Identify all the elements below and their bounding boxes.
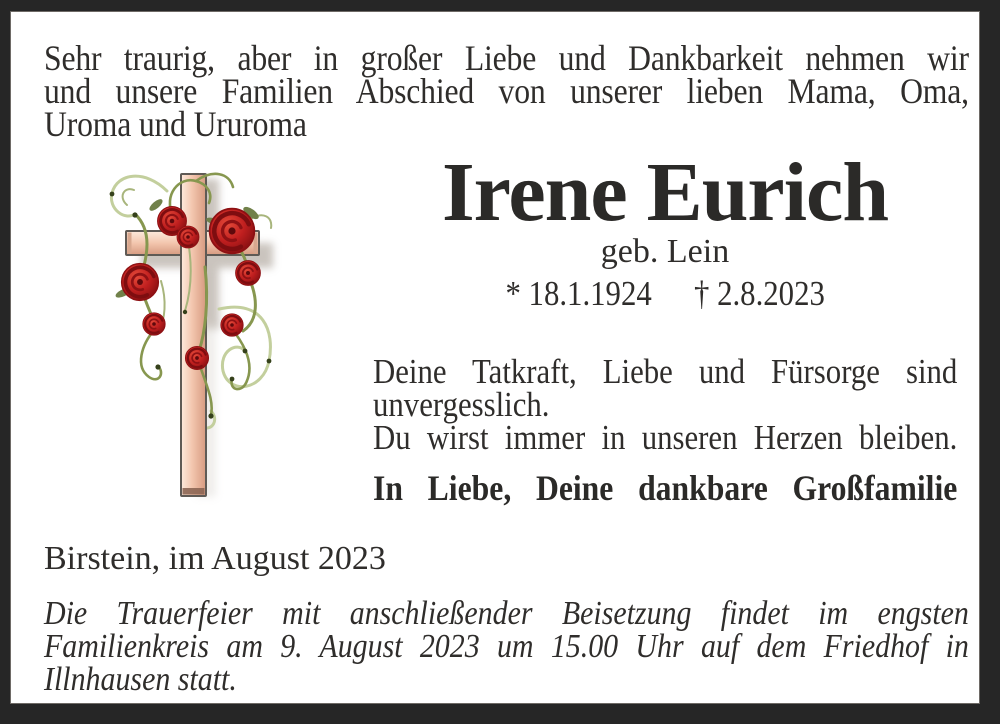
life-dates xyxy=(373,275,957,313)
funeral-line: Illnhausen statt. xyxy=(44,661,237,698)
cross-with-roses-illustration xyxy=(101,161,321,511)
funeral-line: Die Trauerfeier mit anschließender Beisetzung findet im engsten xyxy=(44,595,969,632)
death-date: † 2.8.2023 xyxy=(693,274,825,313)
funeral-line: Familienkreis am 9. August 2023 um 15.00 Uhr auf dem Friedhof in xyxy=(44,628,969,665)
maiden-name: geb. Lein xyxy=(600,233,730,270)
intro-line: Sehr traurig, aber in großer Liebe und Dankbarkeit nehmen wir xyxy=(44,38,969,78)
tribute-line: unvergesslich. xyxy=(373,385,550,424)
tribute-paragraph xyxy=(373,352,958,457)
deceased-name: Irene Eurich xyxy=(441,146,889,239)
place-dateline: Birstein, im August 2023 xyxy=(44,540,386,577)
tribute-line: Du wirst immer in unseren Herzen bleiben. xyxy=(373,418,958,457)
birth-date: * 18.1.1924 xyxy=(505,274,652,313)
tribute-line: Deine Tatkraft, Liebe und Fürsorge sind xyxy=(373,352,958,391)
intro-paragraph xyxy=(44,38,969,144)
obituary-notice xyxy=(10,11,980,704)
intro-line: und unsere Familien Abschied von unserer lieben Mama, Oma, xyxy=(44,71,969,111)
closing-line xyxy=(373,469,957,507)
intro-line: Uroma und Ururoma xyxy=(44,104,307,144)
funeral-notice-paragraph xyxy=(44,597,969,696)
closing-text: In Liebe, Deine dankbare Großfamilie xyxy=(373,468,958,508)
